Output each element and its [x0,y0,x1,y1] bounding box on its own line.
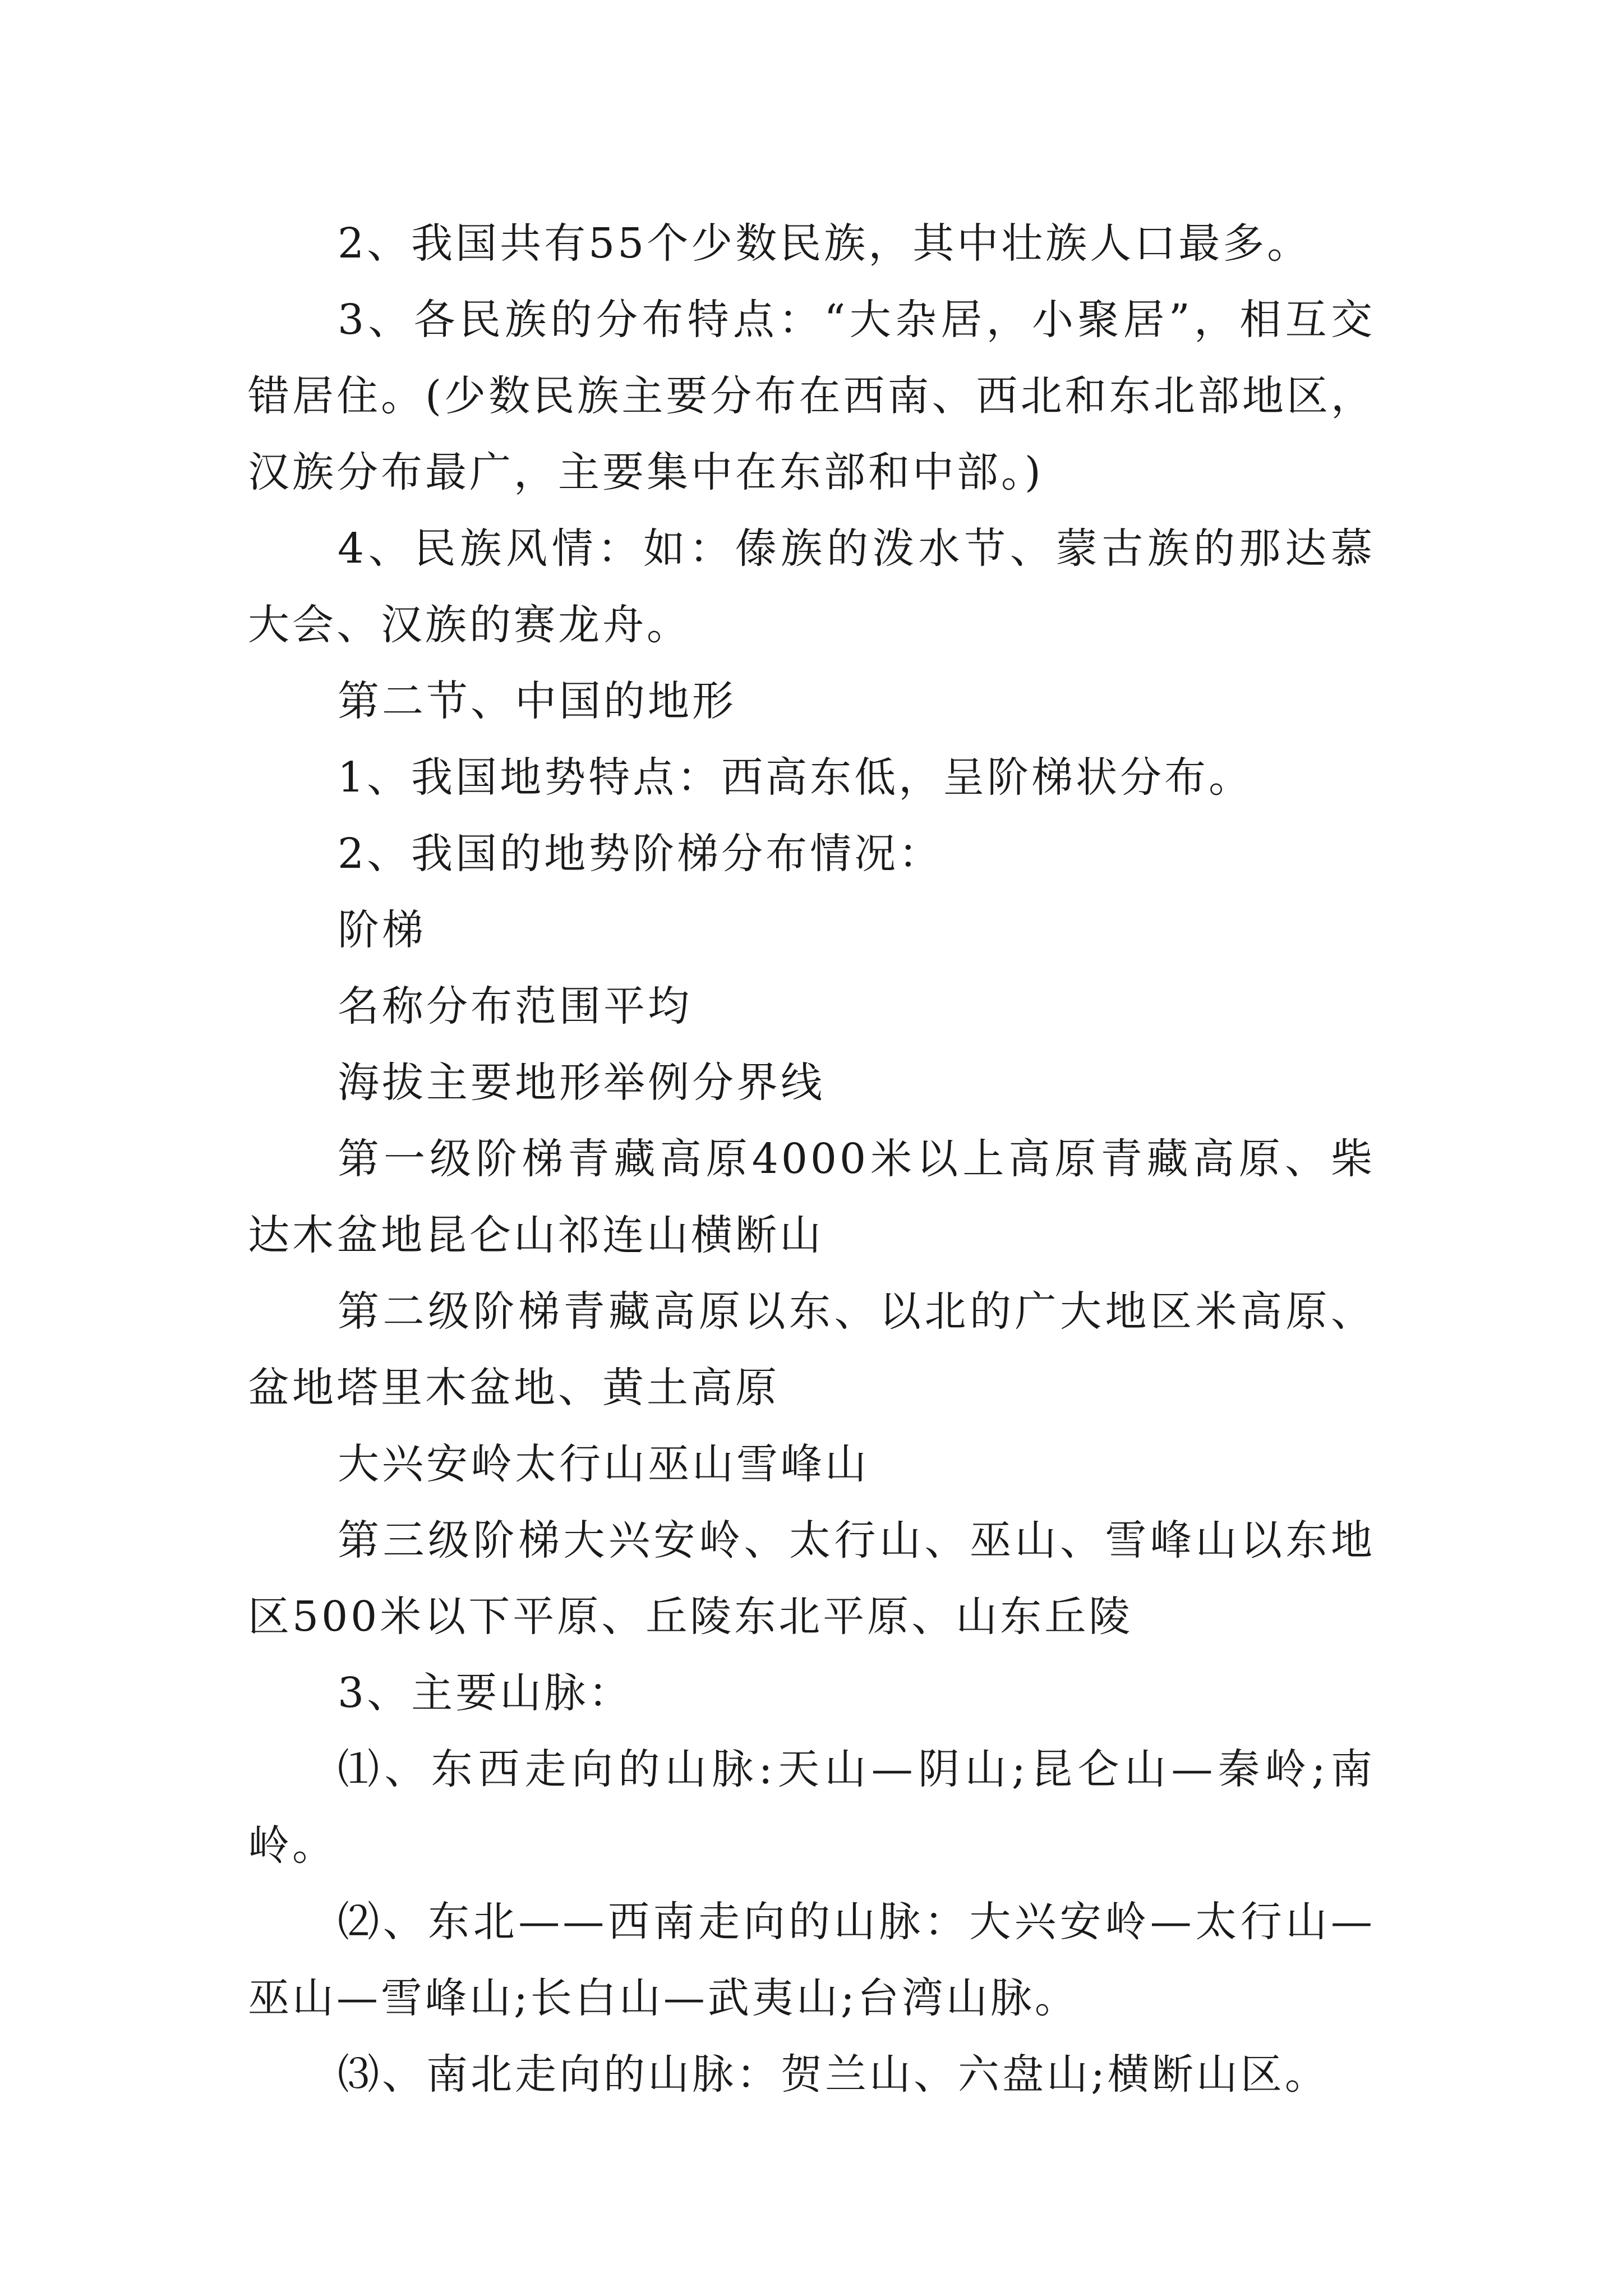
paragraph-first-step: 第一级阶梯青藏高原4000米以上高原青藏高原、柴达木盆地昆仑山祁连山横断山 [248,1135,1375,1259]
paragraph-third-step: 第三级阶梯大兴安岭、太行山、巫山、雪峰山以东地区500米以下平原、丘陵东北平原、山东丘陵 [248,1516,1375,1641]
paragraph-north-south-mountains: ⑶、南北走向的山脉：贺兰山、六盘山;横断山区。 [338,2050,1329,2099]
paragraph-ethnic-customs: 4、民族风情：如：傣族的泼水节、蒙古族的那达慕大会、汉族的赛龙舟。 [248,524,1375,649]
paragraph-terrain-features: 1、我国地势特点：西高东低，呈阶梯状分布。 [338,753,1253,802]
section-heading-terrain: 第二节、中国的地形 [338,677,736,725]
table-header-altitude: 海拔主要地形举例分界线 [338,1059,825,1107]
paragraph-terrain-steps-intro: 2、我国的地势阶梯分布情况： [338,830,943,878]
paragraph-second-step: 第二级阶梯青藏高原以东、以北的广大地区米高原、盆地塔里木盆地、黄土高原 [248,1287,1375,1412]
paragraph-northeast-southwest-mountains: ⑵、东北——西南走向的山脉：大兴安岭—太行山—巫山—雪峰山;长白山—武夷山;台湾山脉。 [248,1898,1375,2022]
document-body [248,205,1375,2113]
table-header-step: 阶梯 [338,906,426,954]
table-header-name-range: 名称分布范围平均 [338,982,692,1030]
paragraph-second-step-boundary: 大兴安岭太行山巫山雪峰山 [338,1440,869,1488]
paragraph-main-mountains: 3、主要山脉： [338,1669,633,1717]
paragraph-east-west-mountains: ⑴、东西走向的山脉:天山—阴山;昆仑山—秦岭;南岭。 [248,1745,1375,1870]
paragraph-minority-count: 2、我国共有55个少数民族，其中壮族人口最多。 [338,219,1312,268]
paragraph-distribution-features: 3、各民族的分布特点：“大杂居，小聚居”，相互交错居住。(少数民族主要分布在西南、西北和东北部地区，汉族分布最广，主要集中在东部和中部。) [248,296,1375,496]
